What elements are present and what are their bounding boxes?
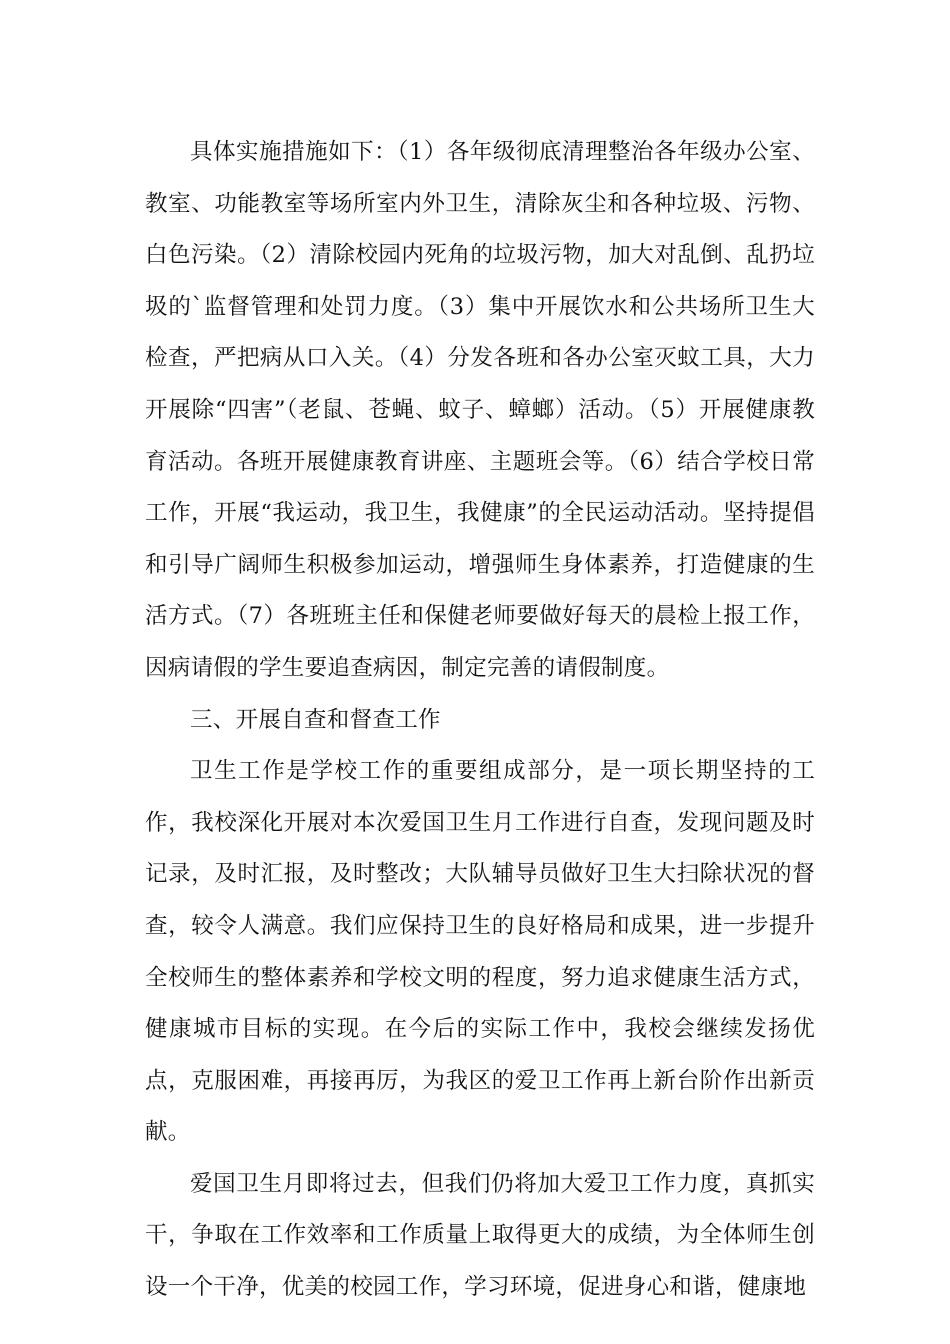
section-heading: 三、开展自查和督查工作 [190,706,441,733]
paragraph-inspection: 卫生工作是学校工作的重要组成部分，是一项长期坚持的工作，我校深化开展对本次爱国卫生月工作进行自查，发现问题及时记录，及时汇报，及时整改；大队辅导员做好卫生大扫除状况的督查，较令人满意。我们应保持卫生的良好格局和成果，进一步提升全校师生的整体素养和学校文明的程度，努力追求健康生活方式，健康城市目标的实现。在今后的实际工作中，我校会继续发扬优点，克服困难，再接再厉，为我区的爱卫工作再上新台阶作出新贡献。 [145,758,815,1146]
paragraph-measures: 具体实施措施如下：（1）各年级彻底清理整治各年级办公室、教室、功能教室等场所室内外卫生，清除灰尘和各种垃圾、污物、白色污染。（2）清除校园内死角的垃圾污物，加大对乱倒、乱扔垃圾的`监督管理和处罚力度。（3）集中开展饮水和公共场所卫生大检查，严把病从口入关。（4）分发各班和各办公室灭蚊工具，大力开展除“四害”（老鼠、苍蝇、蚊子、蟑螂）活动。（5）开展健康教育活动。各班开展健康教育讲座、主题班会等。（6）结合学校日常工作，开展“我运动，我卫生，我健康”的全民运动活动。坚持提倡和引导广阔师生积极参加运动，增强师生身体素养，打造健康的生活方式。（7）各班班主任和保健老师要做好每天的晨检上报工作，因病请假的学生要追查病因，制定完善的请假制度。 [145,139,815,681]
document-page [145,127,815,1314]
paragraph-conclusion: 爱国卫生月即将过去，但我们仍将加大爱卫工作力度，真抓实干，争取在工作效率和工作质量上取得更大的成绩，为全体师生创设一个干净，优美的校园工作，学习环境，促进身心和谐，健康地 [145,1170,815,1301]
